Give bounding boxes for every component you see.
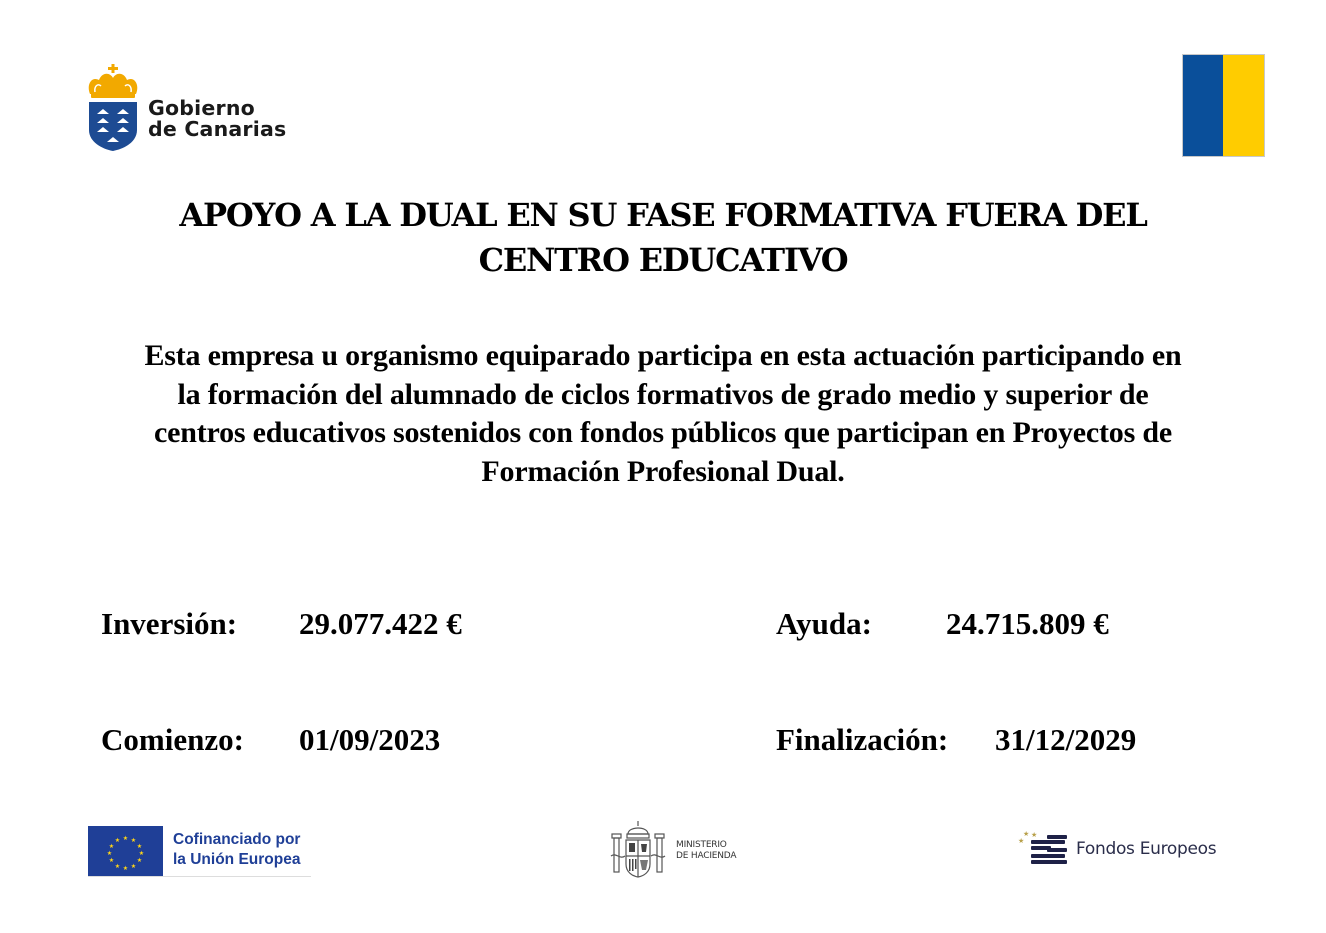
gobierno-canarias-logo: [86, 64, 306, 156]
comienzo-label: Comienzo:: [101, 722, 244, 757]
eu-flag-icon: [88, 826, 163, 876]
logo-line-1: Gobierno: [148, 96, 255, 120]
svg-text:★: ★: [108, 857, 115, 864]
gobierno-canarias-emblem-icon: [86, 64, 140, 152]
svg-text:★: ★: [1023, 830, 1030, 838]
svg-text:★: ★: [108, 843, 115, 850]
ministerio-hacienda-logo: [610, 820, 750, 880]
description-paragraph: [40, 337, 1286, 491]
ministerio-line-1: MINISTERIO: [676, 840, 727, 850]
ministerio-line-2: DE HACIENDA: [676, 851, 737, 861]
svg-text:★: ★: [122, 865, 129, 872]
svg-text:★: ★: [136, 843, 143, 850]
svg-text:★: ★: [136, 857, 143, 864]
inversion-value: 29.077.422 €: [299, 606, 462, 641]
svg-text:★: ★: [114, 837, 121, 844]
description-line-3: centros educativos sostenidos con fondos públicos que participan en Proyectos de: [154, 416, 1172, 449]
svg-text:★: ★: [122, 835, 129, 842]
comienzo-value: 01/09/2023: [299, 722, 441, 757]
svg-text:★: ★: [138, 850, 145, 857]
svg-text:★: ★: [1018, 837, 1025, 845]
spain-coat-of-arms-icon: [610, 820, 666, 880]
ayuda-label: Ayuda:: [776, 606, 872, 641]
svg-text:★: ★: [130, 837, 137, 844]
description-line-4: Formación Profesional Dual.: [481, 454, 845, 488]
gobierno-canarias-wordmark: [148, 98, 286, 140]
logo-line-2: de Canarias: [148, 117, 287, 141]
title-line-2: CENTRO EDUCATIVO: [478, 241, 848, 279]
title-line-1: APOYO A LA DUAL EN SU FASE FORMATIVA FUERA DEL: [179, 196, 1147, 234]
eu-cofinanced-logo: [88, 826, 311, 877]
fondos-europeos-logo: [1017, 827, 1217, 871]
eu-line-1: Cofinanciado por: [173, 831, 301, 848]
svg-text:★: ★: [130, 863, 137, 870]
finalizacion-value: 31/12/2029: [995, 722, 1137, 757]
eu-cofinanced-text: [163, 826, 300, 876]
fondos-europeos-text: Fondos Europeos: [1076, 839, 1217, 859]
svg-text:★: ★: [114, 863, 121, 870]
description-line-1: Esta empresa u organismo equiparado participa en esta actuación participando en: [144, 339, 1182, 372]
canarias-flag-icon: [1182, 54, 1265, 157]
inversion-label: Inversión:: [101, 606, 238, 641]
flag-stripe-yellow: [1223, 55, 1264, 156]
eu-line-2: la Unión Europea: [173, 851, 301, 868]
svg-text:★: ★: [106, 850, 113, 857]
ayuda-value: 24.715.809 €: [946, 606, 1109, 641]
flag-stripe-blue: [1183, 55, 1223, 156]
description-line-2: la formación del alumnado de ciclos formativos de grado medio y superior de: [177, 377, 1149, 411]
ministerio-hacienda-text: [676, 840, 736, 862]
svg-text:★: ★: [1031, 831, 1038, 839]
finalizacion-label: Finalización:: [776, 722, 949, 757]
page-title: [60, 193, 1266, 283]
fondos-europeos-mark-icon: [1017, 827, 1071, 869]
